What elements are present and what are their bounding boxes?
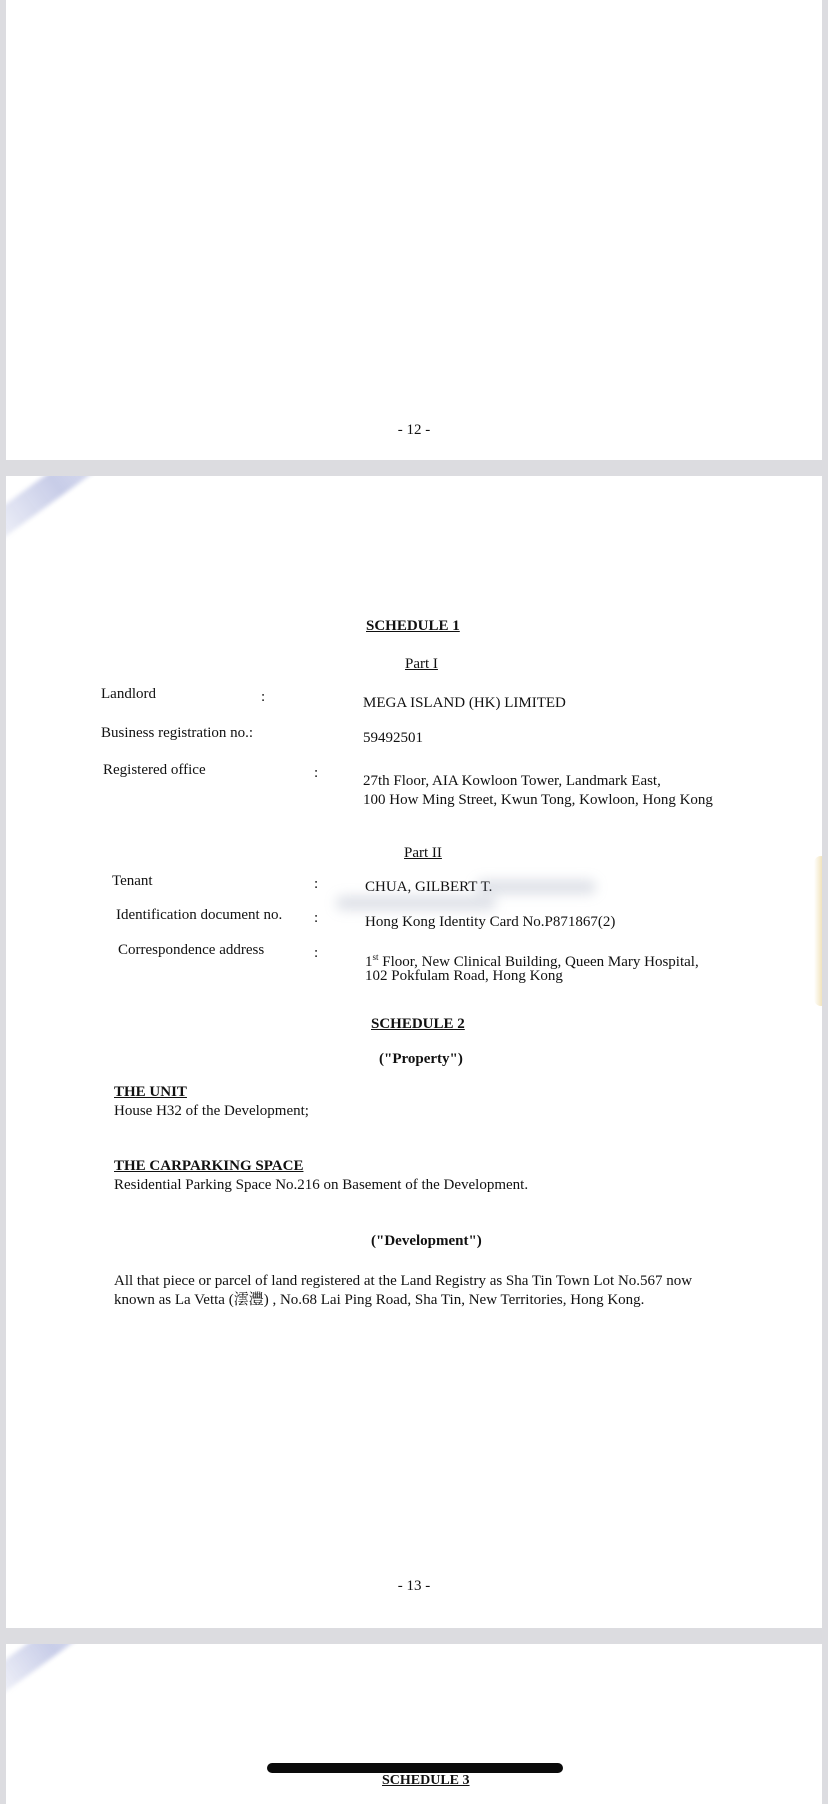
landlord-label: Landlord <box>101 686 156 702</box>
tenant-colon: : <box>314 876 319 892</box>
scan-streak <box>6 476 233 560</box>
home-indicator[interactable] <box>267 1763 563 1773</box>
part-2-title: Part II <box>404 845 442 861</box>
page-number: - 13 - <box>397 1578 431 1594</box>
document-page-12 <box>6 0 822 460</box>
correspondence-colon: : <box>314 945 319 961</box>
property-label: ("Property") <box>379 1051 463 1067</box>
document-page-13 <box>6 476 822 1628</box>
schedule-1-title: SCHEDULE 1 <box>366 618 460 634</box>
business-registration-value: 59492501 <box>363 730 423 746</box>
edge-stain <box>814 856 822 1006</box>
page-number: - 12 - <box>397 422 431 438</box>
redaction-smudge <box>476 880 596 894</box>
landlord-value: MEGA ISLAND (HK) LIMITED <box>363 695 566 711</box>
development-text-line-1: All that piece or parcel of land registered at the Land Registry as Sha Tin Town Lot No.567 now <box>114 1273 693 1289</box>
correspondence-label: Correspondence address <box>118 942 265 958</box>
carpark-heading: THE CARPARKING SPACE <box>114 1158 304 1174</box>
schedule-2-title: SCHEDULE 2 <box>371 1016 465 1032</box>
development-text-line-2: known as La Vetta (澐灃) , No.68 Lai Ping Road, Sha Tin, New Territories, Hong Kong. <box>114 1292 645 1308</box>
schedule-3-title: SCHEDULE 3 <box>382 1773 470 1788</box>
correspondence-line-2: 102 Pokfulam Road, Hong Kong <box>365 968 563 984</box>
registered-office-label: Registered office <box>103 762 206 778</box>
business-registration-label: Business registration no.: <box>101 725 254 741</box>
scan-streak <box>6 1644 194 1708</box>
tenant-value: CHUA, GILBERT T. <box>365 879 493 895</box>
tenant-label: Tenant <box>112 873 153 889</box>
unit-text: House H32 of the Development; <box>114 1103 309 1119</box>
development-label: ("Development") <box>371 1233 482 1249</box>
part-1-title: Part I <box>405 656 438 672</box>
identification-value: Hong Kong Identity Card No.P871867(2) <box>365 914 616 930</box>
unit-heading: THE UNIT <box>114 1084 187 1100</box>
registered-office-line-2: 100 How Ming Street, Kwun Tong, Kowloon, Hong Kong <box>363 792 713 808</box>
document-page-14 <box>6 1644 822 1804</box>
identification-colon: : <box>314 910 319 926</box>
registered-office-line-1: 27th Floor, AIA Kowloon Tower, Landmark East, <box>363 773 661 789</box>
identification-label: Identification document no. <box>116 907 283 923</box>
registered-office-colon: : <box>314 765 319 781</box>
correspondence-line-1: 1st Floor, New Clinical Building, Queen Mary Hospital, <box>365 952 699 970</box>
redaction-smudge <box>336 896 496 910</box>
landlord-colon: : <box>261 689 266 705</box>
carpark-text: Residential Parking Space No.216 on Basement of the Development. <box>114 1177 529 1193</box>
